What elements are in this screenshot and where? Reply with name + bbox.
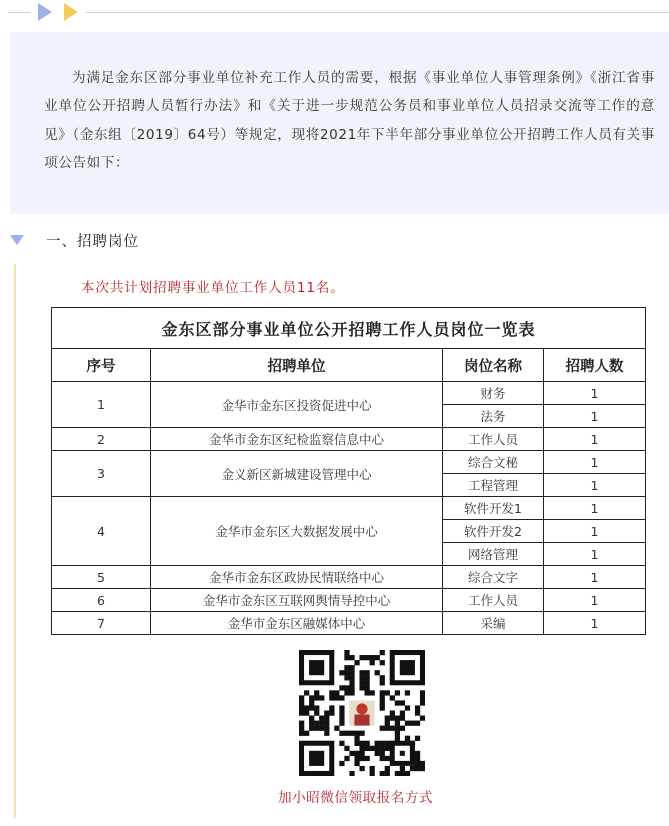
cell-position: 工作人员 <box>443 428 544 451</box>
cell-count: 1 <box>544 474 646 497</box>
cell-unit: 金华市金东区互联网舆情导控中心 <box>151 589 443 612</box>
cell-position: 软件开发2 <box>443 520 544 543</box>
cell-count: 1 <box>544 543 646 566</box>
cell-no: 3 <box>52 451 151 497</box>
top-decoration <box>0 0 669 24</box>
table-title: 金东区部分事业单位公开招聘工作人员岗位一览表 <box>52 308 646 349</box>
qr-code-icon <box>299 650 425 776</box>
cell-unit: 金华市金东区纪检监察信息中心 <box>151 428 443 451</box>
play-arrow-blue-icon <box>38 3 52 21</box>
cell-position: 法务 <box>443 405 544 428</box>
summary-text: 本次共计划招聘事业单位工作人员11名。 <box>81 280 345 296</box>
divider-line <box>86 12 669 13</box>
intro-text: 为满足金东区部分事业单位补充工作人员的需要，根据《事业单位人事管理条例》《浙江省事业单位公开招聘人员暂行办法》和《关于进一步规范公务员和事业单位人员招录交流等工作的意见》（金东组〔2019〕64号）等规定，现将2021年下半年部分事业单位公开招聘工作人员有关事项公告如下： <box>44 70 655 172</box>
table-body <box>52 382 646 635</box>
play-arrow-yellow-icon <box>64 3 78 21</box>
cell-position: 采编 <box>443 612 544 635</box>
jobs-table <box>51 307 646 635</box>
header-position: 岗位名称 <box>443 349 544 382</box>
header-count: 招聘人数 <box>544 349 646 382</box>
table-row <box>52 382 646 405</box>
table-row <box>52 589 646 612</box>
cell-position: 财务 <box>443 382 544 405</box>
cell-count: 1 <box>544 405 646 428</box>
table-row <box>52 497 646 520</box>
cell-position: 综合文秘 <box>443 451 544 474</box>
cell-no: 4 <box>52 497 151 566</box>
header-unit: 招聘单位 <box>151 349 443 382</box>
qr-code[interactable] <box>299 650 425 776</box>
cell-unit: 金华市金东区大数据发展中心 <box>151 497 443 566</box>
cell-position: 工程管理 <box>443 474 544 497</box>
cell-unit: 金华市金东区投资促进中心 <box>151 382 443 428</box>
cell-count: 1 <box>544 428 646 451</box>
table-row <box>52 451 646 474</box>
cell-unit: 金义新区新城建设管理中心 <box>151 451 443 497</box>
cell-position: 工作人员 <box>443 589 544 612</box>
cell-count: 1 <box>544 520 646 543</box>
table-row <box>52 428 646 451</box>
cell-no: 6 <box>52 589 151 612</box>
cell-position: 综合文字 <box>443 566 544 589</box>
intro-panel <box>10 32 669 214</box>
cell-no: 5 <box>52 566 151 589</box>
section-side-bar <box>14 264 16 818</box>
triangle-down-icon <box>10 235 24 245</box>
cell-no: 7 <box>52 612 151 635</box>
cell-no: 1 <box>52 382 151 428</box>
cell-unit: 金华市金东区融媒体中心 <box>151 612 443 635</box>
header-no: 序号 <box>52 349 151 382</box>
cell-count: 1 <box>544 612 646 635</box>
section-title: 一、招聘岗位 <box>46 234 139 250</box>
divider-line <box>8 12 30 13</box>
cell-position: 软件开发1 <box>443 497 544 520</box>
table-row <box>52 612 646 635</box>
cell-unit: 金华市金东区政协民情联络中心 <box>151 566 443 589</box>
cell-no: 2 <box>52 428 151 451</box>
qr-caption: 加小昭微信领取报名方式 <box>278 790 434 806</box>
cell-count: 1 <box>544 566 646 589</box>
cell-count: 1 <box>544 589 646 612</box>
cell-count: 1 <box>544 382 646 405</box>
cell-position: 网络管理 <box>443 543 544 566</box>
table-header-row <box>52 349 646 382</box>
cell-count: 1 <box>544 451 646 474</box>
table-row <box>52 566 646 589</box>
cell-count: 1 <box>544 497 646 520</box>
